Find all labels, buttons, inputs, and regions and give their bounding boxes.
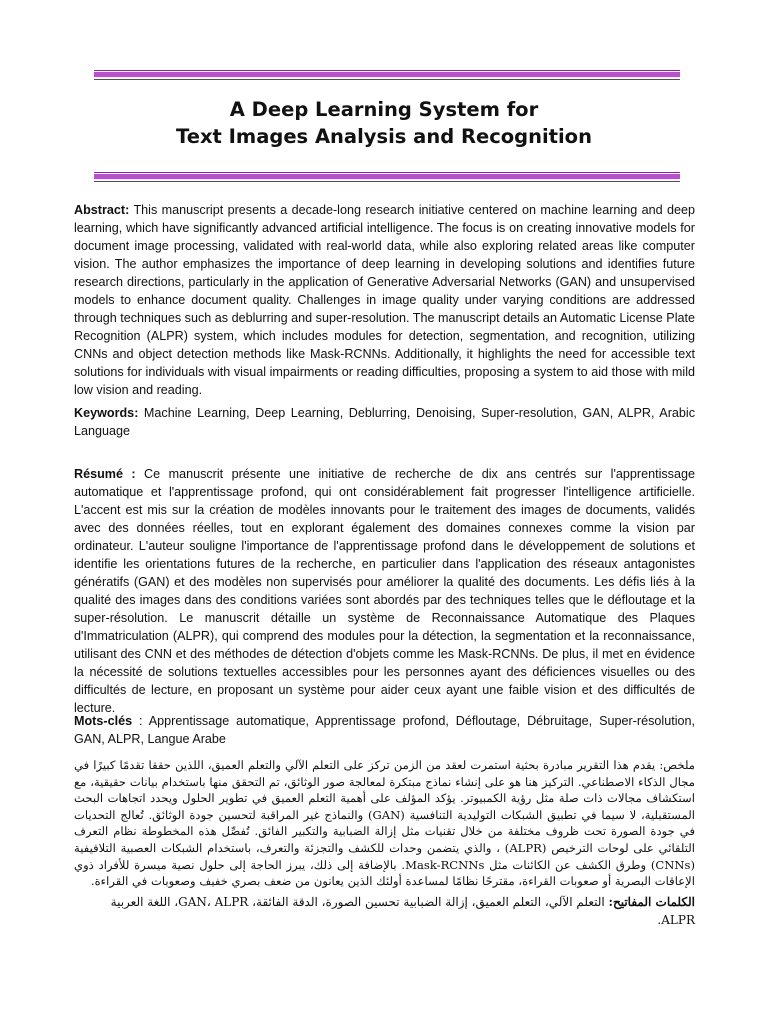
keywords-text: Machine Learning, Deep Learning, Deblurring, Denoising, Super-resolution, GAN, ALPR, Arabic Language [74, 406, 695, 438]
resume-text: Ce manuscrit présente une initiative de recherche de dix ans centrés sur l'apprentissage automatique et l'apprentissage profond, qui ont considérablement fait progresser l'intelligence artificielle. L'accent est mis sur la création de modèles innovants pour le traitement des images de documents, validés avec des données réelles, tout en explorant également des domaines connexes comme la vision par ordinateur. L'auteur souligne l'importance de l'apprentissage profond dans le développement de solutions et identifie les orientations futures de la recherche, en particulier dans l'application des réseaux antagonistes génératifs (GAN) et des modèles non supervisés pour améliorer la qualité des documents. Les défis liés à la qualité des images dans des conditions variées sont abordés par des techniques telles que le défloutage et la super-résolution. Le manuscrit détaille un système de Reconnaissance Automatique des Plaques d'Immatriculation (ALPR), qui comprend des modules pour la détection, la segmentation et la reconnaissance, utilisant des CNN et des méthodes de détection d'objets comme les Mask-RCNNs. De plus, il met en évidence la nécessité de solutions textuelles accessibles pour les personnes ayant des déficiences visuelles ou des difficultés de lecture, en proposant un système pour aider ceux ayant une faible vision et des difficultés de lecture. [74, 467, 695, 715]
mots-cles-paragraph [74, 712, 695, 748]
resume-label: Résumé : [74, 467, 136, 481]
abstract-text: This manuscript presents a decade-long research initiative centered on machine learning and deep learning, which have significantly advanced artificial intelligence. The focus is on creating innovative models for document image processing, validated with real-world data, while also exploring related areas like computer vision. The author emphasizes the importance of deep learning in developing solutions and identifies future research directions, particularly in the application of Generative Adversarial Networks (GAN) and unsupervised models to enhance document quality. Challenges in image quality under varying conditions are addressed through techniques such as deblurring and super-resolution. The manuscript details an Automatic License Plate Recognition (ALPR) system, which includes modules for detection, segmentation, and recognition, utilizing CNNs and object detection methods like Mask-RCNNs. Additionally, it highlights the need for accessible text solutions for individuals with visual impairments or reading difficulties, proposing a system to aid those with mild low vision and reading. [74, 203, 695, 397]
arabic-keywords-text: التعلم الآلي، التعلم العميق، إزالة الضبابية تحسين الصورة، الدقة الفائقة، GAN، ALPR، اللغة العربية ALPR. [110, 895, 695, 927]
paper-title [0, 96, 768, 150]
mots-cles-text: : Apprentissage automatique, Apprentissage profond, Défloutage, Débruitage, Super-résolution, GAN, ALPR, Langue Arabe [74, 714, 695, 746]
resume-paragraph [74, 465, 695, 717]
abstract-paragraph [74, 201, 695, 399]
title-rule-top [94, 70, 680, 82]
title-line-2: Text Images Analysis and Recognition [176, 125, 592, 148]
title-rule-bottom [94, 172, 680, 184]
arabic-keywords-paragraph [74, 893, 695, 929]
arabic-abstract: ملخص: يقدم هذا التقرير مبادرة بحثية استمرت لعقد من الزمن تركز على التعلم الآلي والتعلم العميق، اللذين حققا تقدمًا كبيرًا في مجال الذكاء الاصطناعي. التركيز هنا هو على إنشاء نماذج مبتكرة لمعالجة صور الوثائق، تم التحقق منها باستخدام بيانات حقيقية، مع استكشاف مجالات ذات صلة مثل رؤية الكمبيوتر. يؤكد المؤلف على أهمية التعلم العميق في تطوير الحلول ويحدد اتجاهات البحث المستقبلية، لا سيما في تطبيق الشبكات التوليدية التنافسية (GAN) والنماذج غير المراقبة لتحسين جودة الوثائق. تُعالج التحديات في جودة الصورة تحت ظروف مختلفة من خلال تقنيات مثل إزالة الضبابية والتكبير الفائق. تُفصِّل هذه المخطوطة نظام التعرف التلقائي على لوحات الترخيص (ALPR) ، والذي يتضمن وحدات للكشف والتجزئة والتعرف، باستخدام الشبكات العصبية التلافيفية (CNNs) وطرق الكشف عن الكائنات مثل Mask-RCNNs. بالإضافة إلى ذلك، يبرز الحاجة إلى حلول نصية ميسرة للأفراد ذوي الإعاقات البصرية أو صعوبات القراءة، مقترحًا نظامًا لمساعدة أولئك الذين يعانون من ضعف بصري خفيف وصعوبات في القراءة. [74, 758, 696, 889]
arabic-keywords-label: الكلمات المفاتيح: [608, 895, 695, 909]
title-line-1: A Deep Learning System for [229, 98, 539, 121]
abstract-label: Abstract: [74, 203, 130, 217]
mots-cles-label: Mots-clés [74, 714, 133, 728]
keywords-paragraph [74, 404, 695, 440]
keywords-label: Keywords: [74, 406, 139, 420]
